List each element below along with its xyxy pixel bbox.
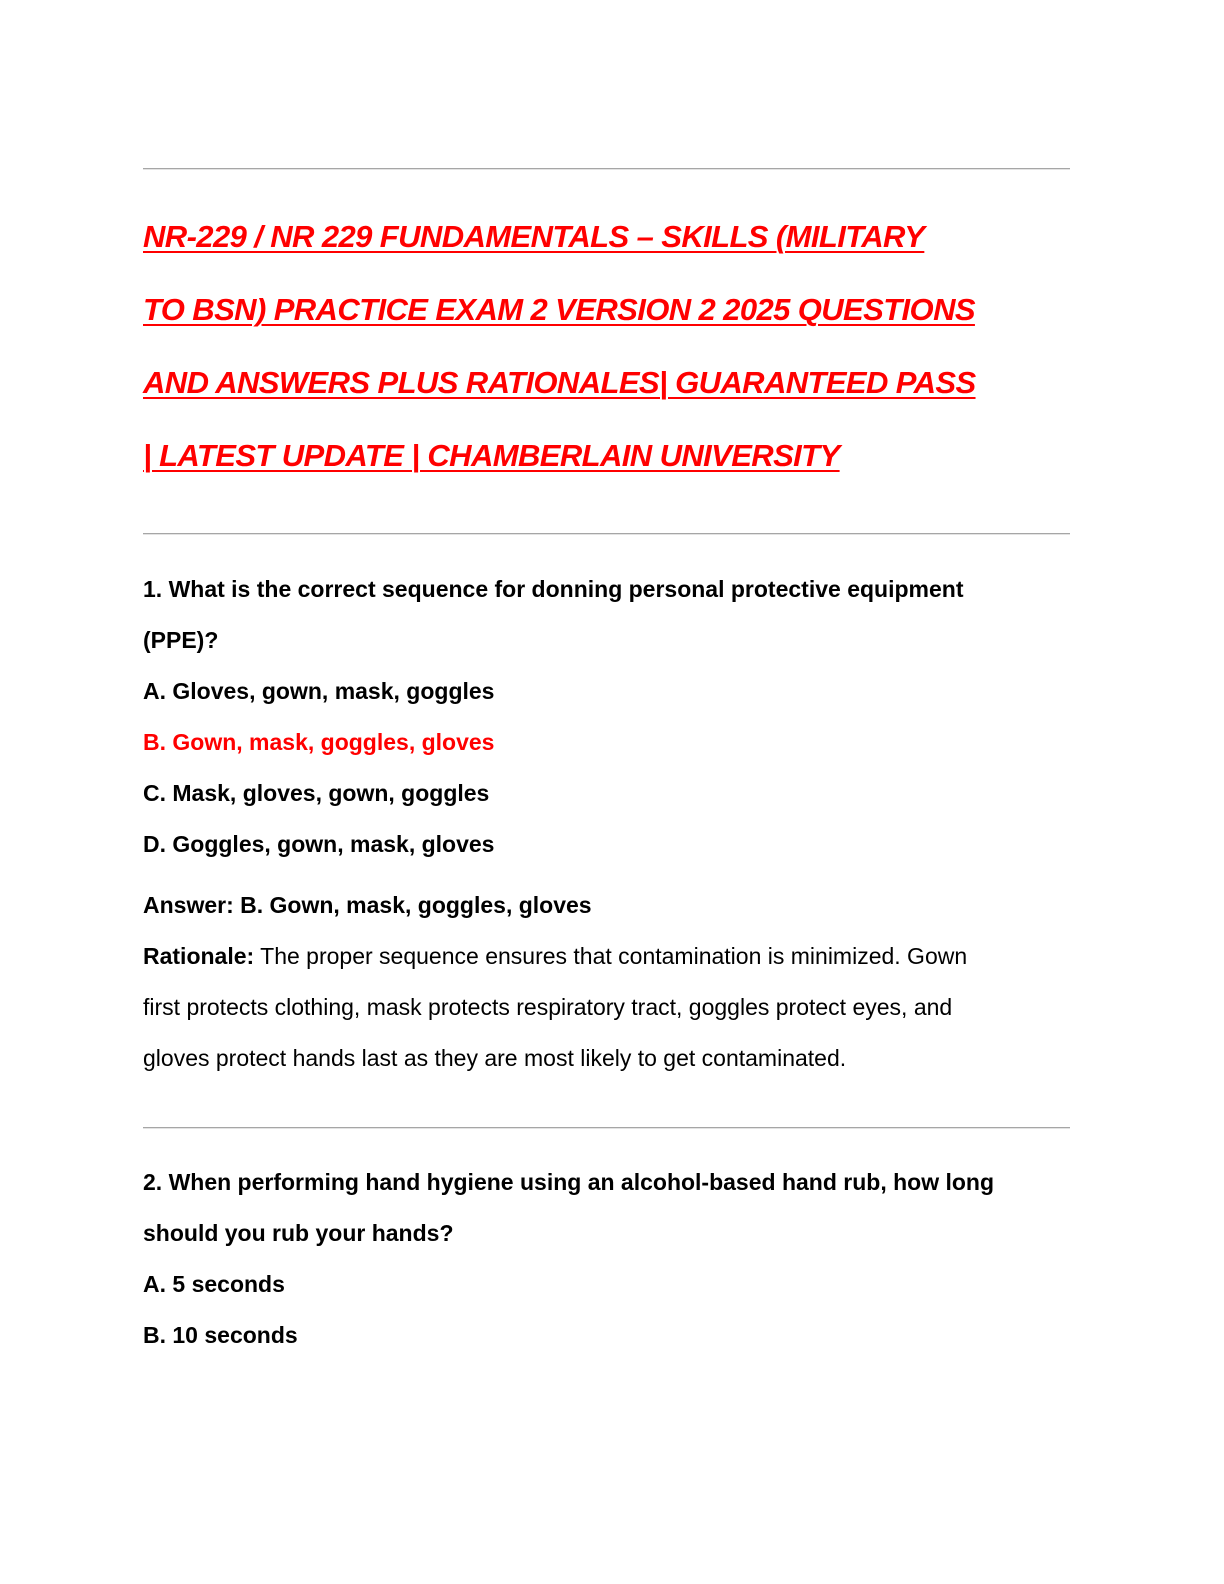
horizontal-rule bbox=[143, 1127, 1070, 1129]
horizontal-rule bbox=[143, 533, 1070, 535]
question-2 bbox=[143, 1157, 1070, 1361]
horizontal-rule bbox=[143, 168, 1070, 170]
title-line: AND ANSWERS PLUS RATIONALES| GUARANTEED PASS bbox=[143, 365, 976, 400]
answer-key: Answer: B. Gown, mask, goggles, gloves bbox=[143, 892, 592, 918]
title-line: NR-229 / NR 229 FUNDAMENTALS – SKILLS (MILITARY bbox=[143, 219, 925, 254]
document-title bbox=[143, 200, 1070, 492]
answer-option-a: A. 5 seconds bbox=[143, 1271, 285, 1297]
question-stem: (PPE)? bbox=[143, 627, 219, 653]
answer-option-b-correct: B. Gown, mask, goggles, gloves bbox=[143, 729, 495, 755]
rationale-label: Rationale: bbox=[143, 943, 255, 969]
answer-option-c: C. Mask, gloves, gown, goggles bbox=[143, 780, 490, 806]
rationale bbox=[143, 931, 1070, 982]
rationale-text: gloves protect hands last as they are most likely to get contaminated. bbox=[143, 1045, 847, 1071]
question-stem: should you rub your hands? bbox=[143, 1220, 454, 1246]
rationale-text: The proper sequence ensures that contamination is minimized. Gown bbox=[254, 943, 968, 969]
question-1 bbox=[143, 564, 1070, 1084]
answer-option-d: D. Goggles, gown, mask, gloves bbox=[143, 831, 495, 857]
rationale-text: first protects clothing, mask protects respiratory tract, goggles protect eyes, and bbox=[143, 994, 953, 1020]
title-line: TO BSN) PRACTICE EXAM 2 VERSION 2 2025 QUESTIONS bbox=[143, 292, 975, 327]
answer-option-a: A. Gloves, gown, mask, goggles bbox=[143, 678, 495, 704]
title-line: | LATEST UPDATE | CHAMBERLAIN UNIVERSITY bbox=[143, 438, 840, 473]
answer-option-b: B. 10 seconds bbox=[143, 1322, 298, 1348]
question-stem: 2. When performing hand hygiene using an alcohol-based hand rub, how long bbox=[143, 1169, 995, 1195]
question-stem: 1. What is the correct sequence for donning personal protective equipment bbox=[143, 576, 964, 602]
